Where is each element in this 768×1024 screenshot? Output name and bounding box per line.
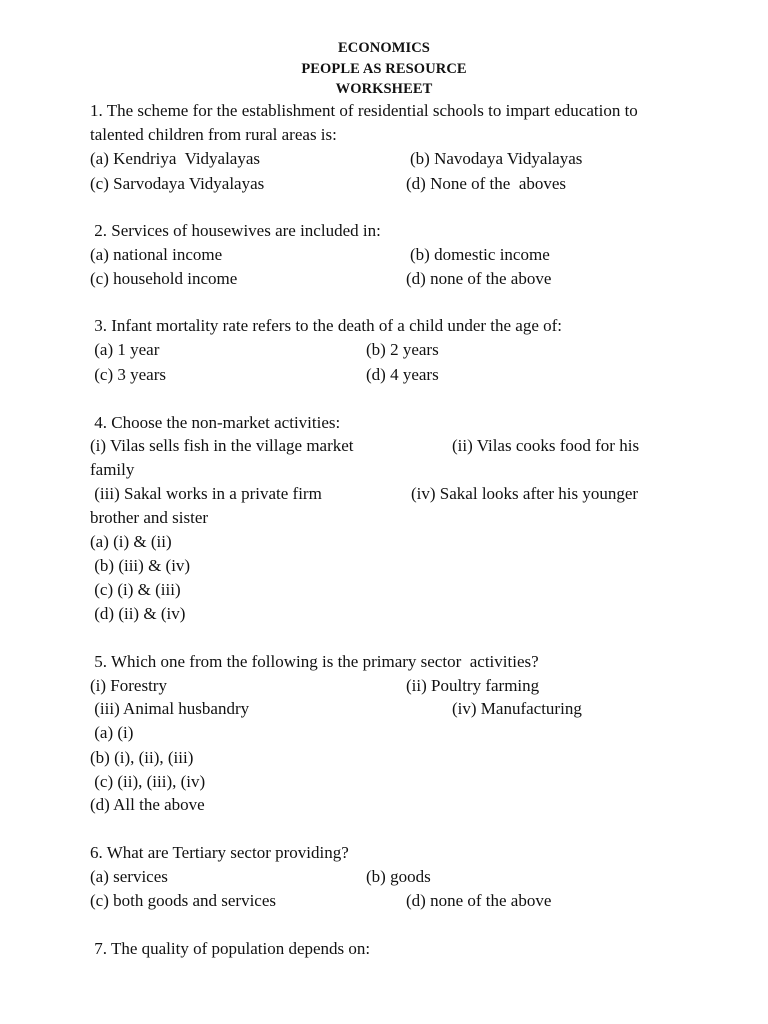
option-c: (c) (i) & (iii) <box>90 580 181 599</box>
option-d: (d) None of the aboves <box>406 174 567 193</box>
question-stem: 1. The scheme for the establishment of residential schools to impart education to <box>90 101 638 120</box>
option-c: (c) Sarvodaya Vidyalayas <box>90 174 265 193</box>
option-c: (c) 3 years <box>90 365 166 384</box>
option-b: (b) goods <box>366 867 431 886</box>
option-b: (b) domestic income <box>410 245 550 264</box>
statement: (i) Forestry <box>90 676 167 695</box>
option-d: (d) All the above <box>90 795 205 814</box>
option-b: (b) Navodaya Vidyalayas <box>410 149 583 168</box>
question-stem: 2. Services of housewives are included in: <box>90 221 381 240</box>
option-c: (c) (ii), (iii), (iv) <box>90 772 206 791</box>
option-a: (a) 1 year <box>90 340 160 359</box>
option-a: (a) (i) & (ii) <box>90 532 172 551</box>
statement: (iv) Manufacturing <box>452 699 582 718</box>
option-b: (b) (iii) & (iv) <box>90 556 191 575</box>
statement: (iv) Sakal looks after his younger <box>411 484 639 503</box>
statement: (iii) Sakal works in a private firm <box>90 484 322 503</box>
question-stem: talented children from rural areas is: <box>90 125 337 144</box>
chapter-heading: PEOPLE AS RESOURCE <box>301 61 467 77</box>
statement: (ii) Vilas cooks food for his <box>452 436 640 455</box>
option-c: (c) both goods and services <box>90 891 277 910</box>
question-stem: 4. Choose the non-market activities: <box>90 413 341 432</box>
option-a: (a) services <box>90 867 168 886</box>
option-d: (d) none of the above <box>406 269 552 288</box>
option-b: (b) (i), (ii), (iii) <box>90 748 194 767</box>
option-a: (a) (i) <box>90 723 134 742</box>
statement: (i) Vilas sells fish in the village market <box>90 436 354 455</box>
option-d: (d) 4 years <box>366 365 439 384</box>
question-stem: 7. The quality of population depends on: <box>90 939 371 958</box>
statement: (iii) Animal husbandry <box>90 699 250 718</box>
option-d: (d) none of the above <box>406 891 552 910</box>
question-stem: 5. Which one from the following is the primary sector activities? <box>90 652 539 671</box>
option-a: (a) national income <box>90 245 223 264</box>
subject-heading: ECONOMICS <box>338 40 430 56</box>
statement: family <box>90 460 135 479</box>
statement: brother and sister <box>90 508 209 527</box>
option-c: (c) household income <box>90 269 238 288</box>
option-d: (d) (ii) & (iv) <box>90 604 186 623</box>
statement: (ii) Poultry farming <box>406 676 540 695</box>
option-a: (a) Kendriya Vidyalayas <box>90 149 261 168</box>
worksheet-heading: WORKSHEET <box>335 81 433 97</box>
option-b: (b) 2 years <box>366 340 439 359</box>
question-stem: 6. What are Tertiary sector providing? <box>90 843 349 862</box>
question-stem: 3. Infant mortality rate refers to the death of a child under the age of: <box>90 316 563 335</box>
